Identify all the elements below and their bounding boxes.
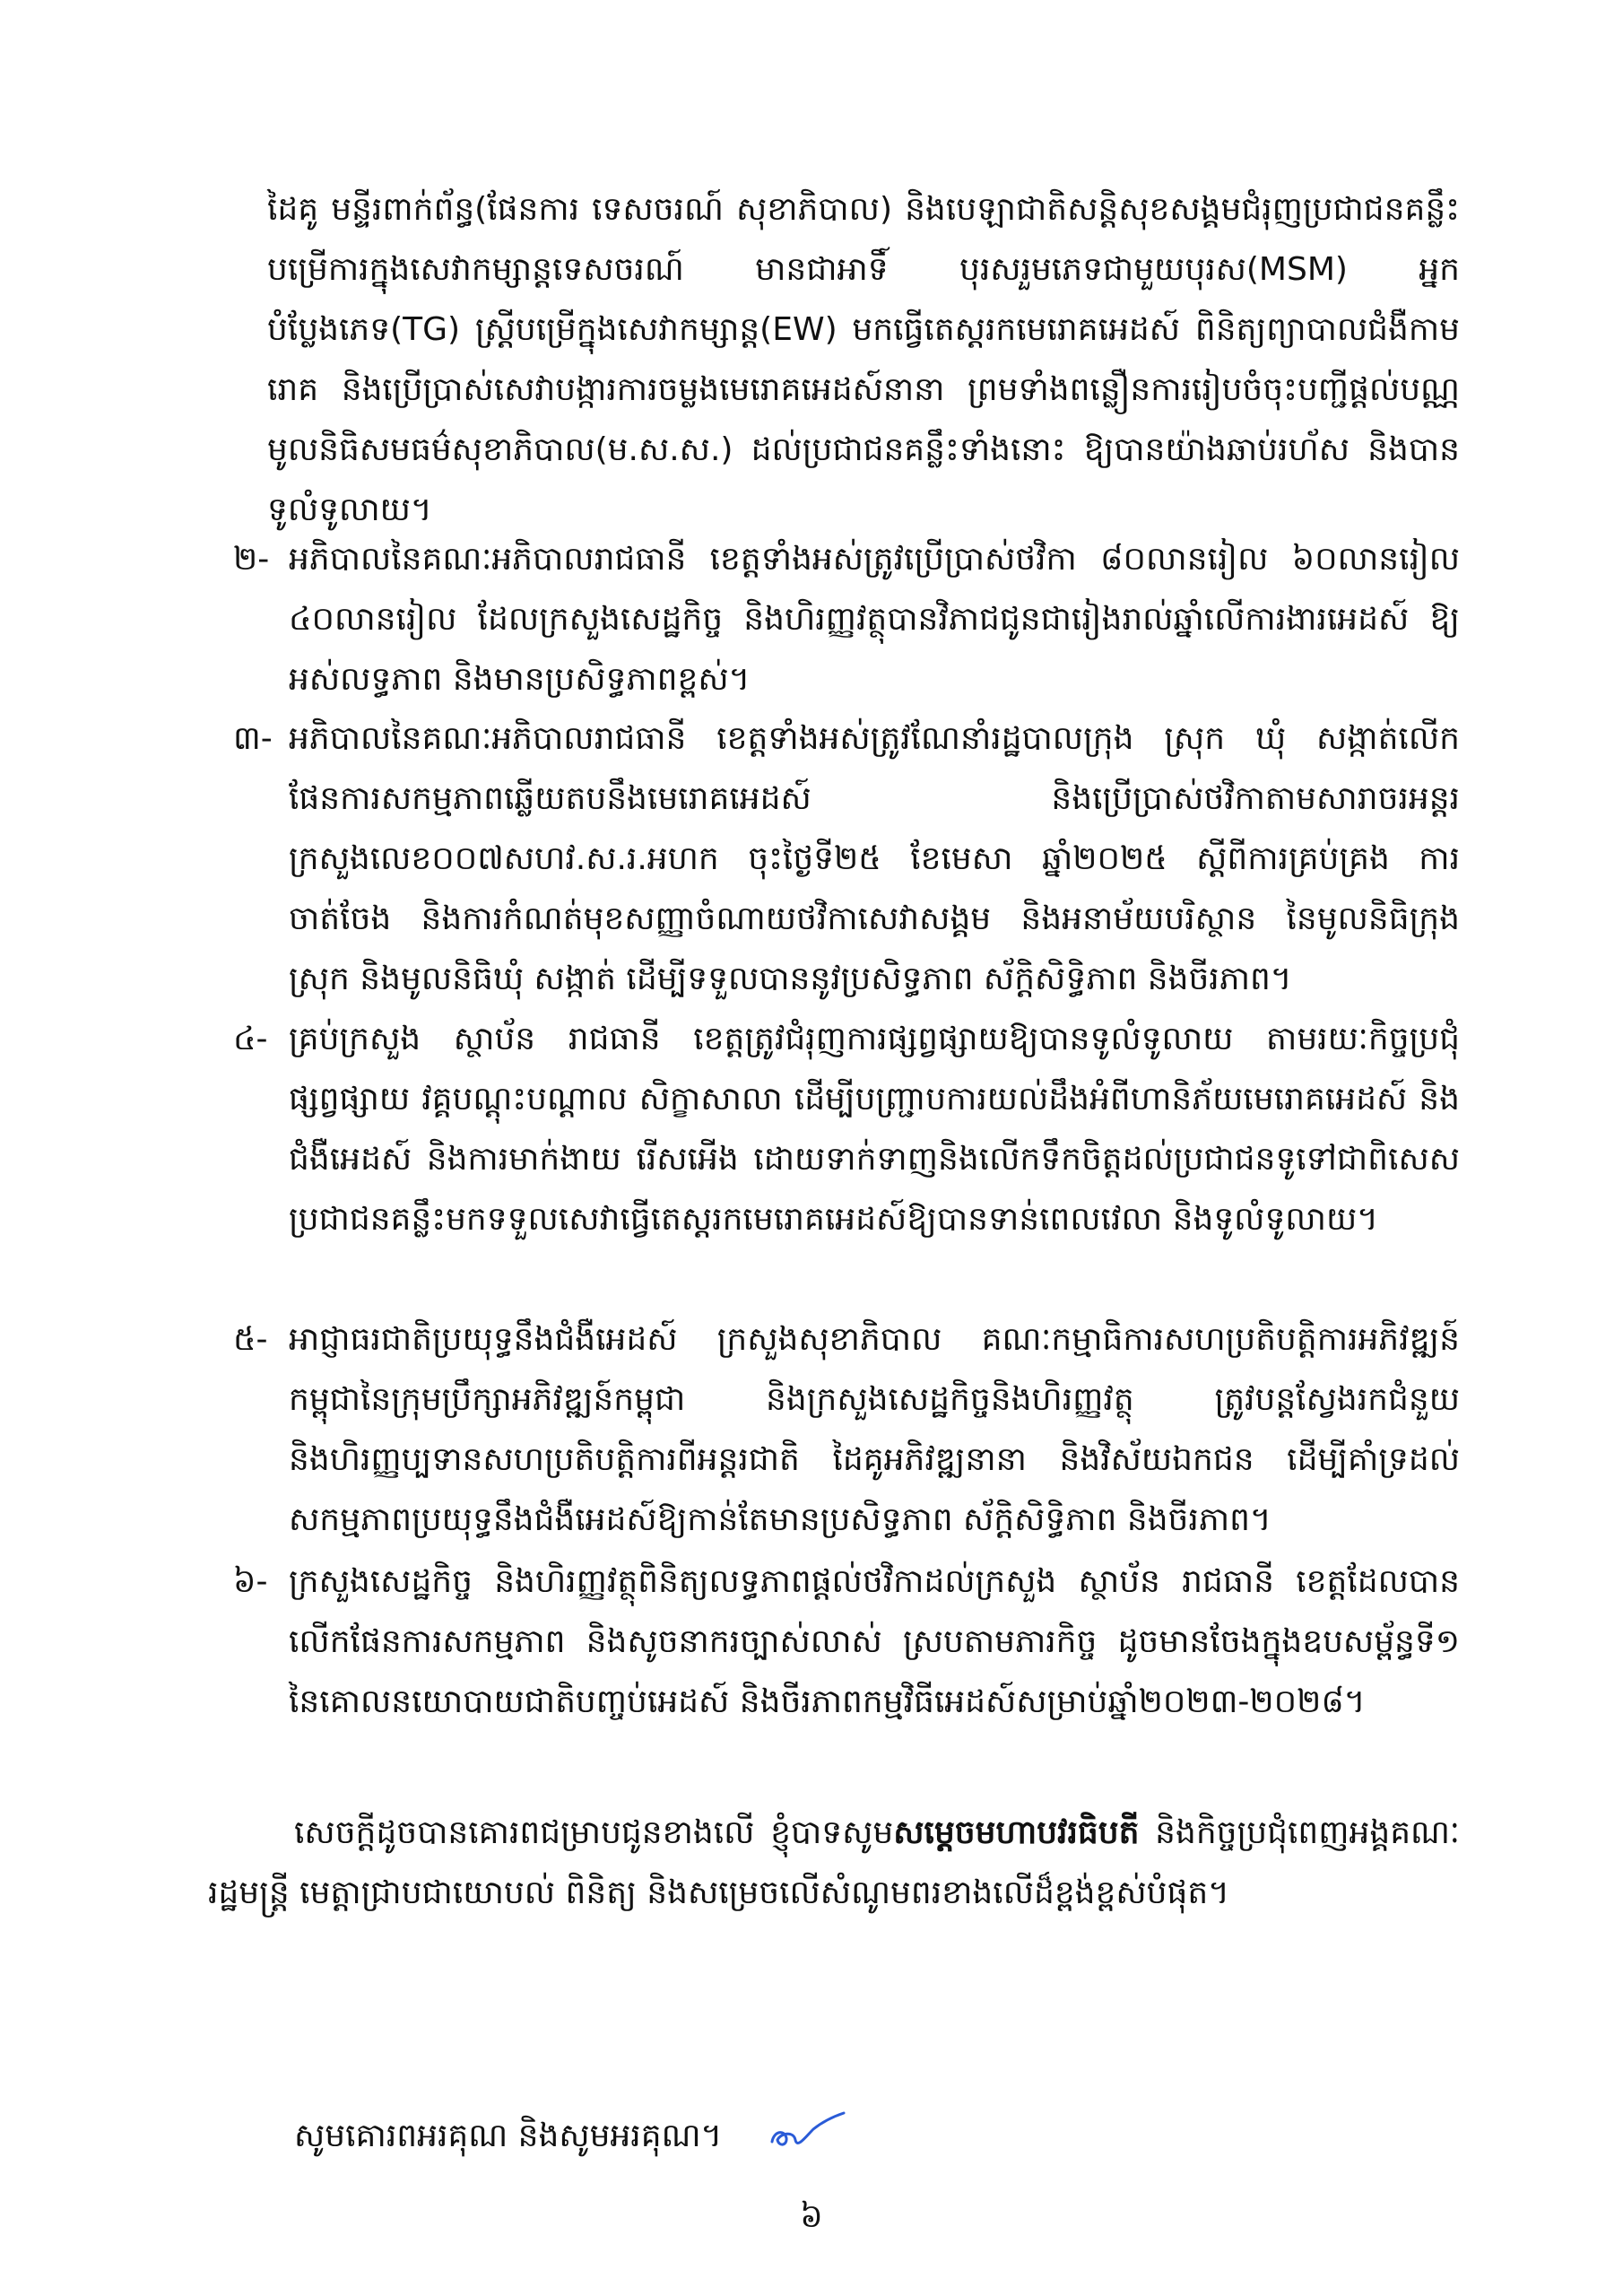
item-text: ក្រសួងសេដ្ឋកិច្ច និងហិរញ្ញវត្ថុពិនិត្យលទ្ធភាពផ្តល់ថវិកាដល់ក្រសួង ស្ថាប័ន រាជធានី ខេត្តដែលបានលើកផែនការសកម្មភាព និងសូចនាករច្បាស់លាស់ ស្របតាមភារកិច្ច ដូចមានចែងក្នុងឧបសម្ព័ន្ធទី១ នៃគោលនយោបាយជាតិបញ្ចប់អេដស៍ និងចីរភាពកម្មវិធីអេដស៍សម្រាប់ឆ្នាំ២០២៣-២០២៨។ [289,1563,1460,1720]
item-number: ២- [233,541,270,578]
signature-stroke [772,2113,844,2144]
closing-honorific: សម្តេចមហាបវរធិបតី [893,1814,1140,1851]
list-item [233,529,1460,709]
item-text: អាជ្ញាធរជាតិប្រយុទ្ធនឹងជំងឺអេដស៍ ក្រសួងសុខាភិបាល គណៈកម្មាធិការសហប្រតិបត្តិការអភិវឌ្ឍន៍កម្ពុជានៃក្រុមប្រឹក្សាអភិវឌ្ឍន៍កម្ពុជា និងក្រសួងសេដ្ឋកិច្ចនិងហិរញ្ញវត្ថុ ត្រូវបន្តស្វែងរកជំនួយនិងហិរញ្ញប្បទានសហប្រតិបត្តិការពីអន្តរជាតិ ដៃគូអភិវឌ្ឍនានា និងវិស័យឯកជន ដើម្បីគាំទ្រដល់សកម្មភាពប្រយុទ្ធនឹងជំងឺអេដស៍ឱ្យកាន់តែមានប្រសិទ្ធភាព ស័ក្តិសិទ្ធិភាព និងចីរភាព។ [289,1321,1460,1538]
list-item [233,1552,1460,1732]
signature-initial [767,2109,847,2154]
page-number: ៦ [800,2198,823,2235]
closing-paragraph [208,1803,1460,1923]
item-number: ៤- [233,1021,268,1057]
item-number: ៥- [233,1321,268,1358]
item-text: គ្រប់ក្រសួង ស្ថាប័ន រាជធានី ខេត្តត្រូវជំរុញការផ្សព្វផ្សាយឱ្យបានទូលំទូលាយ តាមរយៈកិច្ចប្រជុំផ្សព្វផ្សាយ វគ្គបណ្តុះបណ្តាល សិក្ខាសាលា ដើម្បីបញ្ជ្រាបការយល់ដឹងអំពីហានិភ័យមេរោគអេដស៍ និងជំងឺអេដស៍ និងការមាក់ងាយ រើសអើង ដោយទាក់ទាញនិងលើកទឹកចិត្តដល់ប្រជាជនទូទៅជាពិសេសប្រជាជនគន្លឹះមកទទួលសេវាធ្វើតេស្តរកមេរោគអេដស៍ឱ្យបានទាន់ពេលវេលា និងទូលំទូលាយ។ [289,1021,1460,1238]
closing-text-before: សេចក្តីដូចបានគោរពជម្រាបជូនខាងលើ ខ្ញុំបាទសូម [294,1814,894,1851]
item-text: អភិបាលនៃគណៈអភិបាលរាជធានី ខេត្តទាំងអស់ត្រូវណែនាំរដ្ឋបាលក្រុង ស្រុក ឃុំ សង្កាត់លើកផែនការសកម្មភាពឆ្លើយតបនឹងមេរោគអេដស៍ និងប្រើប្រាស់ថវិកាតាមសារាចរអន្តរក្រសួងលេខ០០៧សហវ.ស.រ.អហក ចុះថ្ងៃទី២៥ ខែមេសា ឆ្នាំ២០២៥ ស្តីពីការគ្រប់គ្រង ការចាត់ចែង និងការកំណត់មុខសញ្ញាចំណាយថវិកាសេវាសង្គម និងអនាម័យបរិស្ថាន នៃមូលនិធិក្រុង ស្រុក និងមូលនិធិឃុំ សង្កាត់ ដើម្បីទទួលបាននូវប្រសិទ្ធភាព ស័ក្តិសិទ្ធិភាព និងចីរភាព។ [289,720,1460,997]
closing-text-after: និងកិច្ចប្រជុំពេញអង្គគណៈរដ្ឋមន្ត្រី មេត្តាជ្រាបជាយោបល់ ពិនិត្យ និងសម្រេចលើសំណូមពរខាងលើដ៏ខ្ពង់ខ្ពស់បំផុត។ [208,1814,1460,1911]
list-item [233,709,1460,1009]
list-item [233,1309,1460,1550]
item-number: ៣- [233,720,273,757]
list-item [233,1009,1460,1249]
continuation-paragraph: ដៃគូ មន្ទីរពាក់ព័ន្ធ(ផែនការ ទេសចរណ៍ សុខាភិបាល) និងបេឡាជាតិសន្តិសុខសង្គមជំរុញប្រជាជនគន្លឹះបម្រើការក្នុងសេវាកម្សាន្តទេសចរណ៍ មានជាអាទិ៍ បុរសរួមភេទជាមួយបុរស(MSM) អ្នកបំប្លែងភេទ(TG) ស្ត្រីបម្រើក្នុងសេវាកម្សាន្ត(EW) មកធ្វើតេស្តរកមេរោគអេដស៍ ពិនិត្យព្យាបាលជំងឺកាមរោគ និងប្រើប្រាស់សេវាបង្ការការចម្លងមេរោគអេដស៍នានា ព្រមទាំងពន្លឿនការរៀបចំចុះបញ្ជីផ្តល់បណ្ណមូលនិធិសមធម៌សុខាភិបាល(ម.ស.ស.) ដល់ប្រជាជនគន្លឹះទាំងនោះ ឱ្យបានយ៉ាងឆាប់រហ័ស និងបានទូលំទូលាយ។ [267,191,1460,528]
item-text: អភិបាលនៃគណៈអភិបាលរាជធានី ខេត្តទាំងអស់ត្រូវប្រើប្រាស់ថវិកា ៨០លានរៀល ៦០លានរៀល ៤០លានរៀល ដែលក្រសួងសេដ្ឋកិច្ច និងហិរញ្ញវត្ថុបានវិភាជជូនជារៀងរាល់ឆ្នាំលើការងារអេដស៍ ឱ្យអស់លទ្ធភាព និងមានប្រសិទ្ធភាពខ្ពស់។ [289,541,1460,698]
thanks-line: សូមគោរពអរគុណ និងសូមអរគុណ។ [294,2118,723,2154]
item-number: ៦- [233,1563,268,1600]
